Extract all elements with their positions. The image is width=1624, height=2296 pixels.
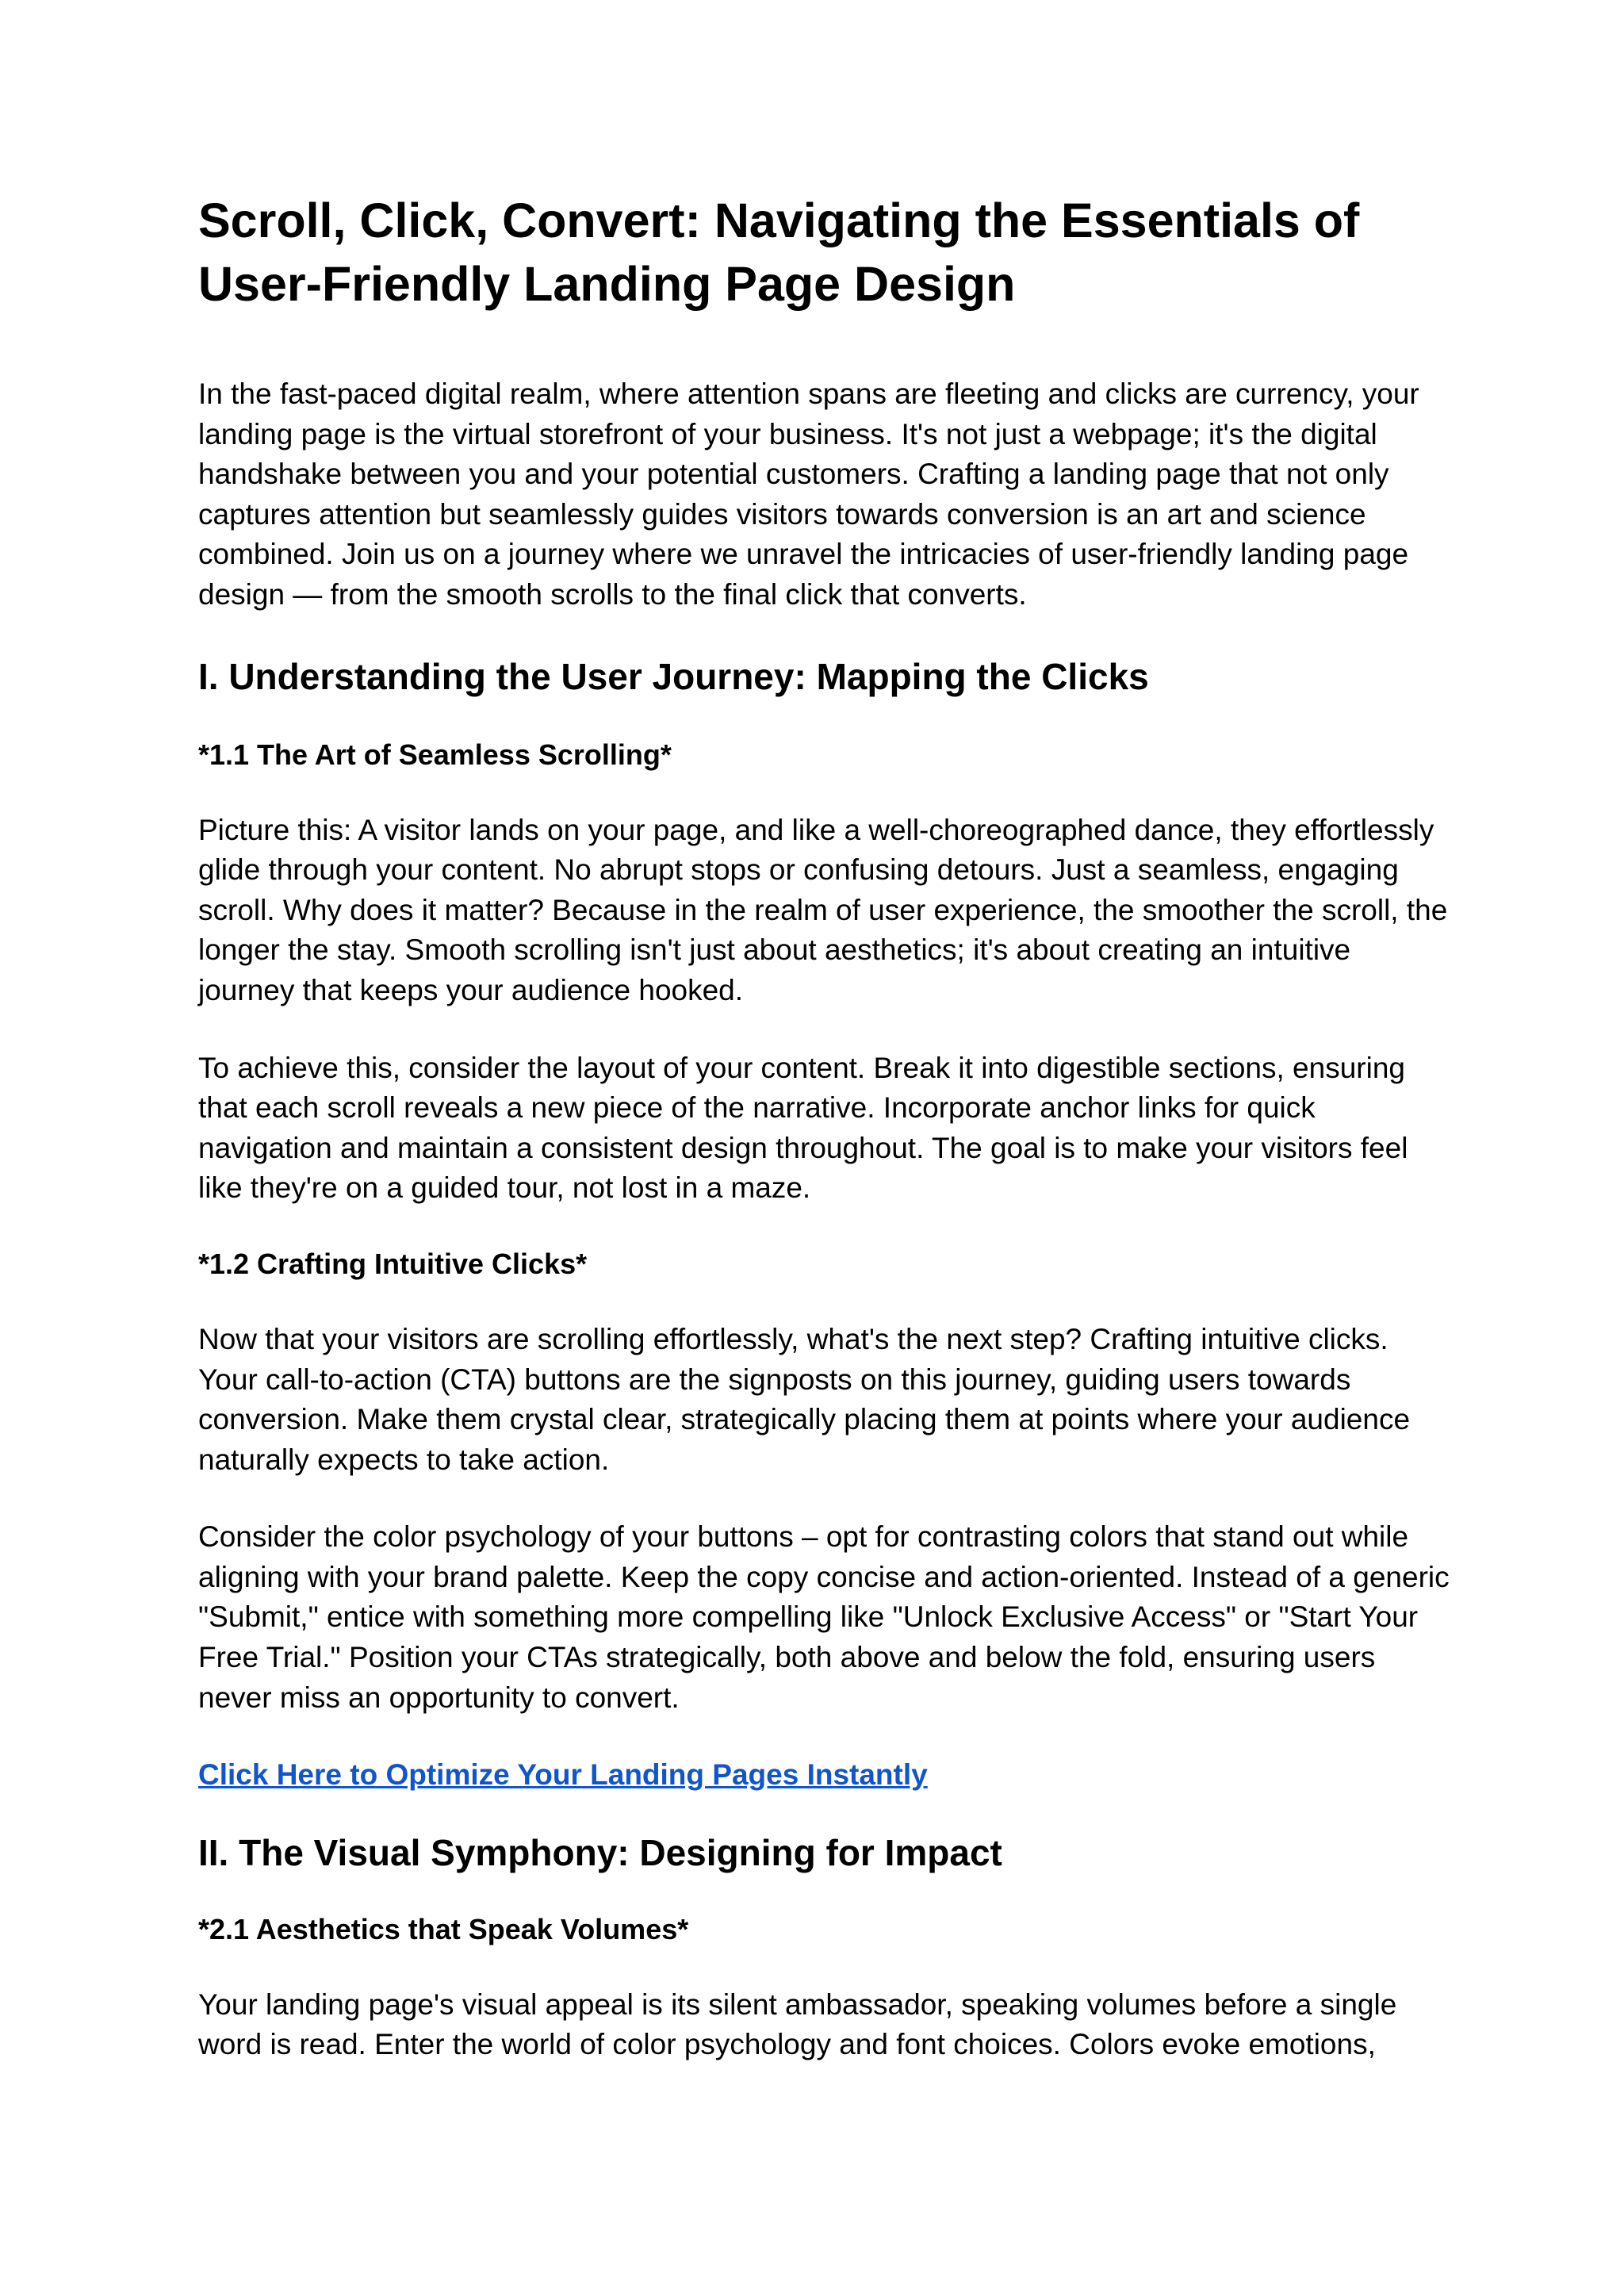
subsection-1-1-paragraph-1: Picture this: A visitor lands on your page, and like a well-choreographed dance, they effortlessly glide through your content. No abrupt stops or confusing detours. Just a seamless, engaging scroll. Why does it matter? Because in the realm of user experience, the smoother the scroll, the longer the stay. Smooth scrolling isn't just about aesthetics; it's about creating an intuitive journey that keeps your audience hooked. [198,813,1448,1006]
page-title: Scroll, Click, Convert: Navigating the Essentials of User-Friendly Landing Page Design [198,194,1360,311]
subsection-1-1-heading: *1.1 The Art of Seamless Scrolling* [198,738,672,771]
section-2-heading: II. The Visual Symphony: Designing for Impact [198,1831,1002,1873]
subsection-1-2-paragraph-1: Now that your visitors are scrolling effortlessly, what's the next step? Crafting intuitive clicks. Your call-to-action (CTA) buttons are the signposts on this journey, guiding users towards conversion. Make them crystal clear, strategically placing them at points where your audience naturally expects to take action. [198,1322,1411,1476]
section-1-heading: I. Understanding the User Journey: Mapping the Clicks [198,655,1149,697]
subsection-2-1-heading: *2.1 Aesthetics that Speak Volumes* [198,1912,689,1945]
subsection-2-1-paragraph-1: Your landing page's visual appeal is its silent ambassador, speaking volumes before a single word is read. Enter the world of color psychology and font choices. Colors evoke emotions, [198,1987,1397,2061]
document-page [198,189,1451,2102]
intro-paragraph: In the fast-paced digital realm, where attention spans are fleeting and clicks are currency, your landing page is the virtual storefront of your business. It's not just a webpage; it's the digital handshake between you and your potential customers. Crafting a landing page that not only captures attention but seamlessly guides visitors towards conversion is an art and science combined. Join us on a journey where we unravel the intricacies of user-friendly landing page design — from the smooth scrolls to the final click that converts. [198,378,1419,611]
subsection-1-1-paragraph-2: To achieve this, consider the layout of your content. Break it into digestible sections, ensuring that each scroll reveals a new piece of the narrative. Incorporate anchor links for quick navigation and maintain a consistent design throughout. The goal is to make your visitors feel like they're on a guided tour, not lost in a maze. [198,1051,1408,1205]
cta-link-line [198,1755,1451,1796]
subsection-1-2-paragraph-2: Consider the color psychology of your buttons – opt for contrasting colors that stand out while aligning with your brand palette. Keep the copy concise and action-oriented. Instead of a generic "Submit," entice with something more compelling like "Unlock Exclusive Access" or "Start Your Free Trial." Position your CTAs strategically, both above and below the fold, ensuring users never miss an opportunity to convert. [198,1520,1450,1714]
optimize-landing-pages-link[interactable]: Click Here to Optimize Your Landing Pages Instantly [198,1758,928,1792]
subsection-1-2-heading: *1.2 Crafting Intuitive Clicks* [198,1247,588,1280]
